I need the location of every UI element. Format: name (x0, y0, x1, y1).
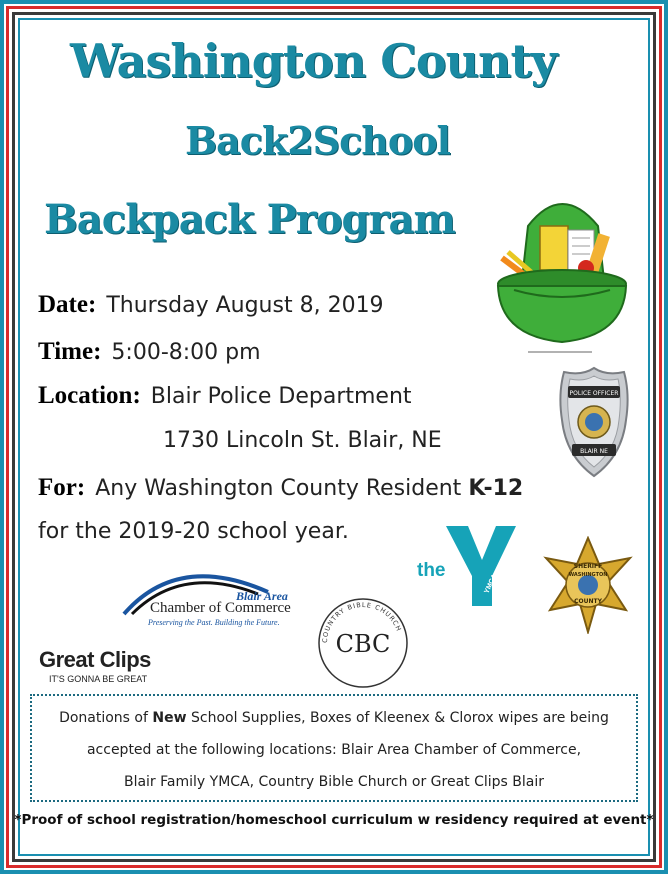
donations-line-3: Blair Family YMCA, Country Bible Church or Great Clips Blair (123, 774, 545, 790)
location-value: Blair Police Department (150, 384, 412, 409)
date-label: Date: (38, 291, 97, 318)
for-value: Any Washington County Resident (95, 476, 462, 501)
date-value: Thursday August 8, 2019 (106, 293, 384, 318)
ymca-label-text: YMCA (483, 573, 499, 595)
cbc-mark: CBC (335, 630, 391, 658)
backpack-icon (488, 186, 636, 358)
time-row (38, 338, 261, 366)
location-label: Location: (38, 382, 141, 409)
location-row (38, 382, 412, 410)
proof-note: *Proof of school registration/homeschool curriculum w residency required at event* (14, 812, 654, 828)
school-year-text: for the 2019-20 school year. (38, 519, 349, 544)
donations-line-2: accepted at the following locations: Blair Area Chamber of Commerce, (86, 742, 582, 758)
sheriff-star-icon (538, 536, 638, 634)
title-line-2: Back2School (185, 118, 450, 163)
donations-line-1-pre: Donations of (59, 710, 153, 726)
for-row (38, 474, 523, 502)
great-clips-name: Great Clips (39, 647, 151, 672)
ymca-the-text: the (417, 560, 446, 581)
sheriff-top-text: SHERIFF (573, 563, 603, 570)
donations-line-1 (32, 702, 636, 734)
time-value: 5:00-8:00 pm (111, 340, 261, 365)
chamber-blair-area: Blair Area (236, 589, 288, 603)
donations-new-word: New (152, 710, 187, 726)
for-label: For: (38, 474, 86, 501)
great-clips-tagline: IT'S GONNA BE GREAT (49, 674, 148, 684)
location-address: 1730 Lincoln St. Blair, NE (163, 428, 442, 453)
donations-box (30, 694, 638, 802)
sheriff-mid-text: WASHINGTON (568, 572, 608, 578)
police-badge-top-text: POLICE OFFICER (569, 390, 619, 397)
chamber-tagline: Preserving the Past. Building the Future. (148, 618, 280, 627)
country-bible-church-logo (316, 596, 410, 690)
grades-value: K-12 (468, 476, 524, 501)
chamber-name: Chamber of Commerce (150, 600, 291, 616)
police-badge-bottom-text: BLAIR NE (580, 448, 608, 455)
date-row (38, 291, 384, 319)
cbc-ring-text: COUNTRY BIBLE CHURCH (320, 600, 404, 644)
sheriff-county-text: COUNTY (574, 598, 602, 605)
police-badge-icon (556, 364, 632, 480)
title-line-1: Washington County (70, 34, 557, 88)
donations-line-1-post: School Supplies, Boxes of Kleenex & Clorox wipes are being (186, 710, 609, 726)
title-line-3: Backpack Program (44, 196, 455, 243)
time-label: Time: (38, 338, 102, 365)
ymca-logo (412, 520, 522, 608)
